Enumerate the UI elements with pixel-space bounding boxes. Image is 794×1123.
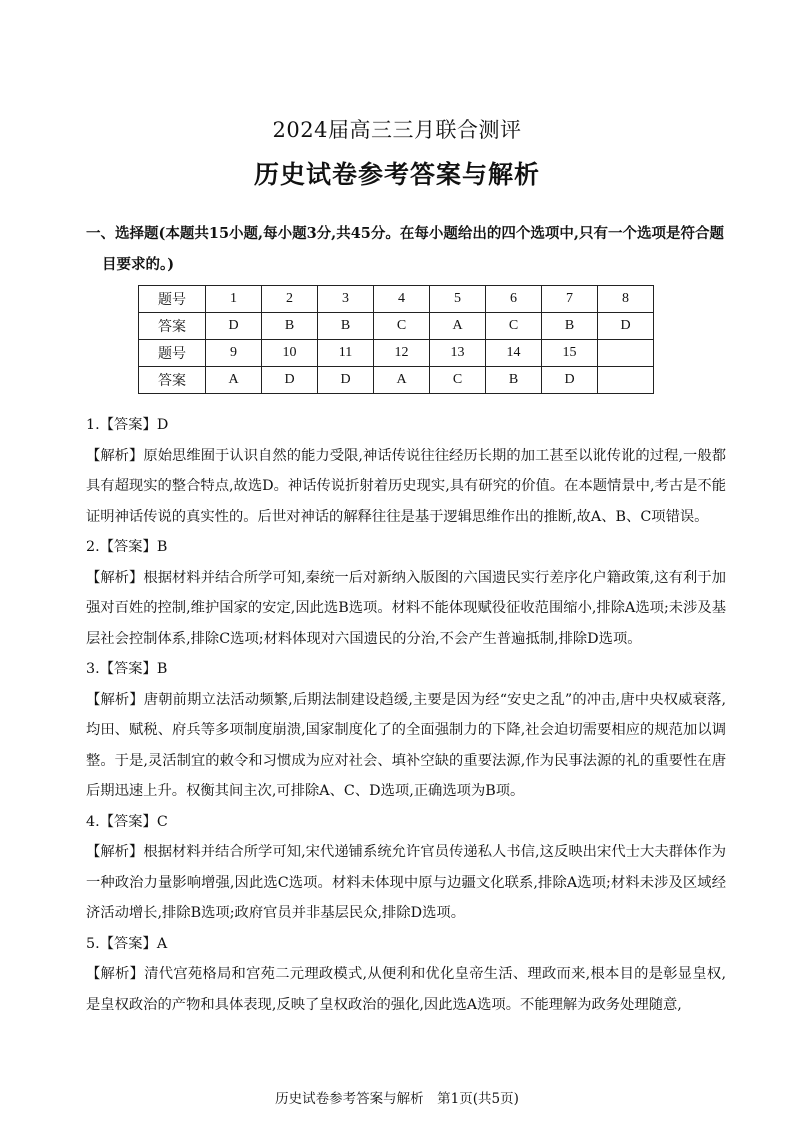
table-cell xyxy=(598,340,654,367)
table-row xyxy=(139,286,654,313)
section-heading-line1: 一、选择题(本题共15小题,每小题3分,共45分。在每小题给出的四个选项中,只有一个选项是符合题 xyxy=(86,225,724,242)
table-cell: B xyxy=(542,313,598,340)
question-5-answer: 5.【答案】A xyxy=(86,935,168,952)
question-1-analysis: 【解析】原始思维囿于认识自然的能力受限,神话传说往往经历长期的加工甚至以讹传讹的过程,一般都具有超现实的整合特点,故选D。神话传说折射着历史现实,具有研究的价值。在本题情景中,考古是不能证明神话传说的真实性的。后世对神话的解释往往是基于逻辑思维作出的推断,故A、B、C项错误。 xyxy=(86,447,726,525)
section-heading xyxy=(86,218,726,280)
table-cell: D xyxy=(598,313,654,340)
question-2-answer: 2.【答案】B xyxy=(86,539,168,555)
table-cell: D xyxy=(262,367,318,394)
table-cell: D xyxy=(318,367,374,394)
table-cell: 7 xyxy=(542,286,598,313)
table-cell xyxy=(598,367,654,394)
table-cell: 13 xyxy=(430,340,486,367)
table-cell: 题号 xyxy=(139,286,206,313)
table-cell: 6 xyxy=(486,286,542,313)
table-cell: 答案 xyxy=(139,367,206,394)
table-cell: D xyxy=(206,313,262,340)
table-row xyxy=(139,313,654,340)
table-cell: 4 xyxy=(374,286,430,313)
table-cell: B xyxy=(262,313,318,340)
table-cell: 答案 xyxy=(139,313,206,340)
table-cell: 11 xyxy=(318,340,374,367)
question-2-analysis: 【解析】根据材料并结合所学可知,秦统一后对新纳入版图的六国遗民实行差序化户籍政策,这有利于加强对百姓的控制,维护国家的安定,因此选B选项。材料不能体现赋役征收范围缩小,排除A选项;未涉及基层社会控制体系,排除C选项;材料体现对六国遗民的分治,不会产生普遍抵制,排除D选项。 xyxy=(86,569,726,647)
answer-table xyxy=(138,285,654,394)
table-cell: 8 xyxy=(598,286,654,313)
table-cell: 15 xyxy=(542,340,598,367)
question-4-analysis: 【解析】根据材料并结合所学可知,宋代递铺系统允许官员传递私人书信,这反映出宋代士大夫群体作为一种政治力量影响增强,因此选C选项。材料未体现中原与边疆文化联系,排除A选项;材料未涉及区域经济活动增长,排除B选项;政府官员并非基层民众,排除D选项。 xyxy=(86,844,726,921)
table-cell: A xyxy=(430,313,486,340)
table-cell: B xyxy=(486,367,542,394)
table-cell: C xyxy=(430,367,486,394)
table-cell: C xyxy=(374,313,430,340)
table-cell: B xyxy=(318,313,374,340)
answer-explanations xyxy=(86,410,726,1020)
table-cell: 题号 xyxy=(139,340,206,367)
table-cell: D xyxy=(542,367,598,394)
table-cell: A xyxy=(206,367,262,394)
table-cell: 10 xyxy=(262,340,318,367)
question-3-analysis: 【解析】唐朝前期立法活动频繁,后期法制建设趋缓,主要是因为经“安史之乱”的冲击,唐中央权威衰落,均田、赋税、府兵等多项制度崩溃,国家制度化了的全面强制力的下降,社会迫切需要相应的规范加以调整。于是,灵活制宜的敕令和习惯成为应对社会、填补空缺的重要法源,作为民事法源的礼的重要性在唐后期迅速上升。权衡其间主次,可排除A、C、D选项,正确选项为B项。 xyxy=(86,691,726,799)
table-cell: 2 xyxy=(262,286,318,313)
table-cell: 5 xyxy=(430,286,486,313)
question-1-answer: 1.【答案】D xyxy=(86,417,169,433)
page-footer: 历史试卷参考答案与解析 第1页(共5页) xyxy=(275,1091,519,1107)
exam-title: 2024届高三三月联合测评 xyxy=(272,118,522,142)
table-row xyxy=(139,367,654,394)
table-cell: 14 xyxy=(486,340,542,367)
document-subtitle: 历史试卷参考答案与解析 xyxy=(253,160,540,189)
table-cell: 3 xyxy=(318,286,374,313)
table-cell: C xyxy=(486,313,542,340)
table-cell: 9 xyxy=(206,340,262,367)
table-row xyxy=(139,340,654,367)
question-3-answer: 3.【答案】B xyxy=(86,661,168,677)
table-cell: 1 xyxy=(206,286,262,313)
table-cell: 12 xyxy=(374,340,430,367)
table-cell: A xyxy=(374,367,430,394)
question-5-analysis: 【解析】清代宫苑格局和宫苑二元理政模式,从便利和优化皇帝生活、理政而来,根本目的是彰显皇权,是皇权政治的产物和具体表现,反映了皇权政治的强化,因此选A选项。不能理解为政务处理随意, xyxy=(86,966,726,1013)
section-heading-line2: 目要求的。) xyxy=(102,256,175,273)
question-4-answer: 4.【答案】C xyxy=(86,813,168,830)
